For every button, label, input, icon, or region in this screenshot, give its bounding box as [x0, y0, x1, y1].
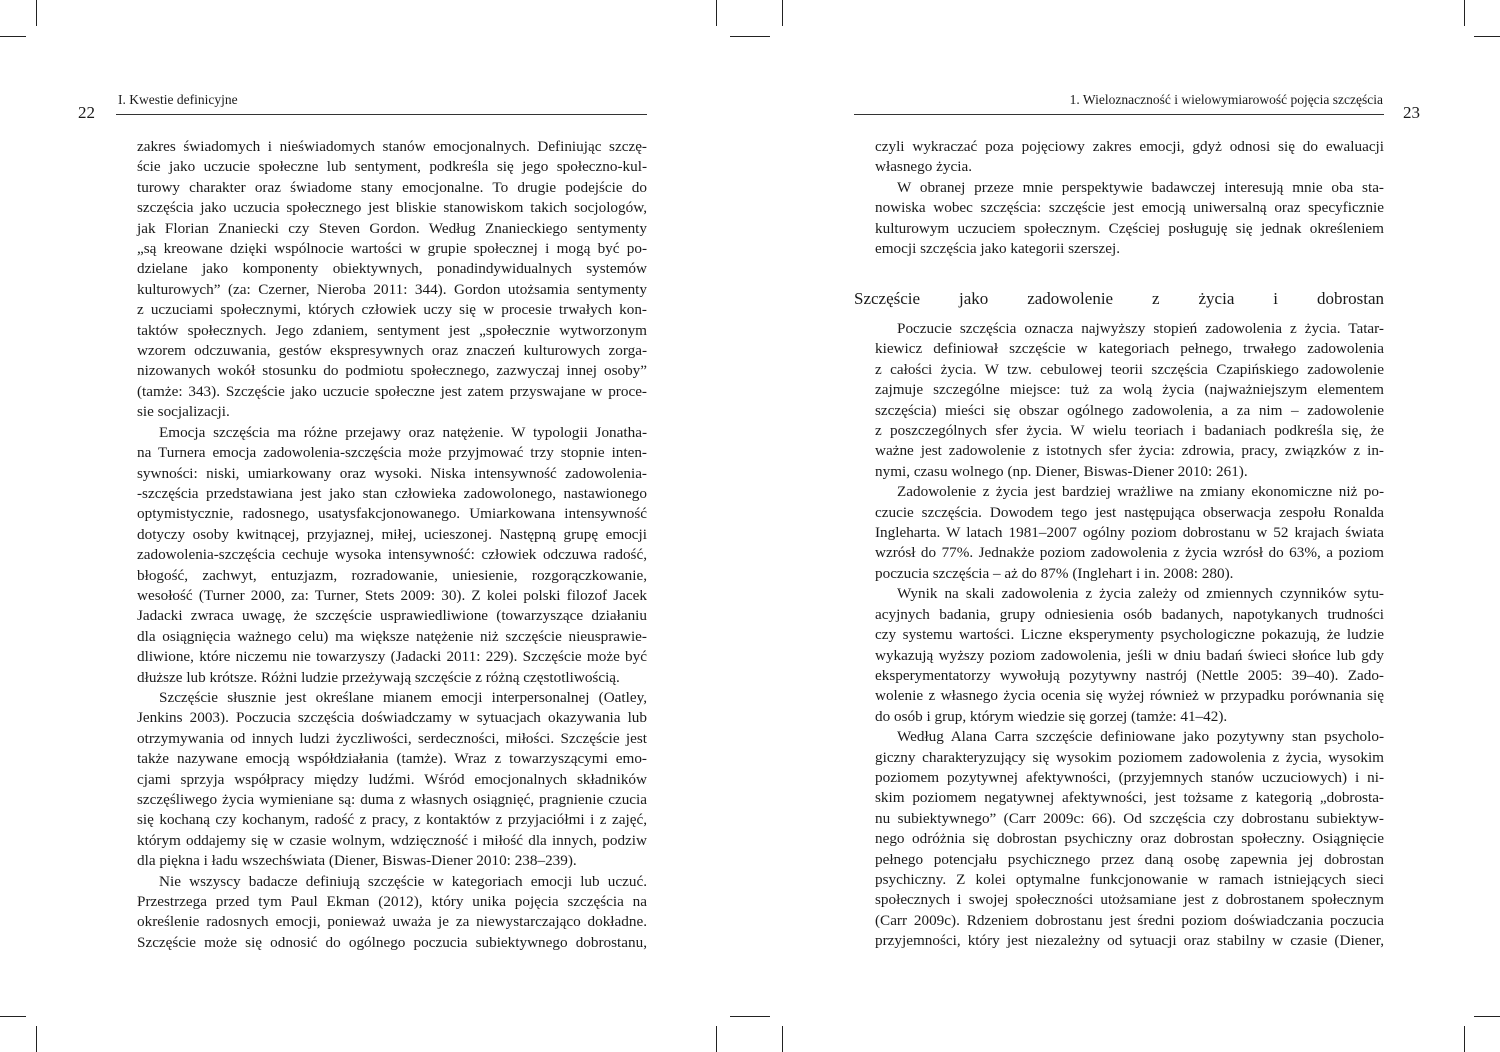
header-rule — [116, 114, 647, 115]
text-line: określenie radosnych emocji, ponieważ uważa je za niewystarczająco dokładne. — [137, 913, 647, 931]
text-line: Zadowolenie z życia jest bardziej wrażliwe na zmiany ekonomiczne niż po- — [897, 483, 1384, 501]
text-line: nego odróżnia się dobrostan psychiczny oraz dobrostan społeczny. Osiągnięcie — [875, 830, 1384, 848]
body-text — [137, 137, 647, 953]
text-line: dla piękna i ładu wszechświata (Diener, Biswas-Diener 2010: 238–239). — [137, 852, 577, 870]
body-text — [875, 137, 1384, 259]
text-line: którym oddajemy się w czasie wolnym, wdzięczność i miłość dla innych, podziw — [137, 831, 647, 849]
text-line: czy systemu wartości. Liczne eksperymenty psychologiczne pokazują, że ludzie — [875, 626, 1384, 644]
text-line: zakres świadomych i nieświadomych stanów emocjonalnych. Definiując szczę- — [137, 138, 647, 155]
text-line: własnego życia. — [875, 158, 972, 176]
text-line: na Turnera emocja zadowolenia-szczęścia może przyjmować trzy stopnie inten- — [137, 444, 647, 462]
text-line: kulturowym uczuciem społecznym. Częściej posługuję się jednak określeniem — [875, 219, 1384, 237]
page-number: 23 — [1403, 103, 1420, 122]
text-line: z całości życia. W tzw. cebulowej teorii szczęścia Czapińskiego zadowolenie — [875, 360, 1384, 378]
text-line: szczęścia jako uczucia społecznego jest bliskie stanowiskom takich socjologów, — [137, 199, 647, 217]
text-line: wykazują wyższy poziom zadowolenia, jeśli w dniu badań świeci słońce lub gdy — [875, 646, 1384, 664]
text-line: (Carr 2009c). Rdzeniem dobrostanu jest średni poziom doświadczania poczucia — [875, 911, 1384, 929]
text-line: Szczęście słusznie jest określane mianem emocji interpersonalnej (Oatley, — [159, 688, 647, 706]
running-head: I. Kwestie definicyjne — [118, 92, 238, 107]
text-line: Poczucie szczęścia oznacza najwyższy stopień zadowolenia z życia. Tatar- — [897, 320, 1384, 337]
text-line: błogość, zachwyt, entuzjazm, rozradowanie, uniesienie, rozgorączkowanie, — [137, 566, 647, 584]
running-head: 1. Wieloznaczność i wielowymiarowość pojęcia szczęścia — [1069, 92, 1383, 107]
page-number: 22 — [78, 103, 95, 122]
text-line: W obranej przeze mnie perspektywie badawczej interesują mnie oba sta- — [897, 178, 1384, 196]
text-line: sie socjalizacji. — [137, 403, 230, 421]
text-line: Przestrzega przed tym Paul Ekman (2012), który unika pojęcia szczęścia na — [137, 893, 647, 911]
text-line: dla osiągnięcia ważnego celu) ma większe natężenie niż szczęście nieusprawie- — [137, 627, 647, 645]
text-line: nowiska wobec szczęścia: szczęście jest emocją uniwersalną oraz specyficznie — [875, 199, 1384, 217]
text-line: kulturowych” (za: Czerner, Nieroba 2011: 344). Gordon utożsamia sentymenty — [137, 280, 647, 298]
text-line: Jenkins 2003). Poczucia szczęścia doświadczamy w sytuacjach okazywania lub — [137, 709, 647, 727]
text-line: nu subiektywnego” (Carr 2009c: 66). Od szczęścia czy dobrostanu subiektyw- — [875, 809, 1384, 827]
text-line: Nie wszyscy badacze definiują szczęście w kategoriach emocji lub uczuć. — [159, 872, 647, 890]
text-line: optymistycznie, radosnego, usatysfakcjonowanego. Umiarkowana intensywność — [137, 505, 647, 523]
text-line: taktów społecznych. Jego zdaniem, sentyment jest „społecznie wytworzonym — [137, 321, 647, 339]
text-line: czucie szczęścia. Dowodem tego jest następująca obserwacja zespołu Ronalda — [875, 503, 1384, 521]
text-line: z poszczególnych sfer życia. W wielu teoriach i badaniach podkreśla się, że — [875, 422, 1384, 440]
section-heading: Szczęście jako zadowolenie z życia i dobrostan — [854, 289, 1384, 308]
text-line: przyjemności, który jest niezależny od sytuacji oraz stabilny w czasie (Diener, — [875, 932, 1384, 950]
text-line: do osób i grup, którym wiedzie się gorzej (tamże: 41–42). — [875, 707, 1228, 725]
text-line: z uczuciami społecznymi, których człowiek uczy się w procesie trwałych kon- — [137, 301, 647, 319]
text-line: dłuższe lub krótsze. Różni ludzie przeżywają szczęście z różną częstotliwością. — [137, 668, 620, 686]
text-line: szczęścia) mieści się obszar ogólnego zadowolenia, a za nim – zadowolenie — [875, 401, 1384, 419]
text-line: dotyczy osoby kwitnącej, przyjaznej, miłej, ucieszonej. Następną grupę emocji — [137, 525, 647, 543]
text-line: także nazywane emocją współdziałania (tamże). Wraz z towarzyszącymi emo- — [137, 750, 647, 768]
text-line: Wynik na skali zadowolenia z życia zależy od zmiennych czynników sytu- — [897, 585, 1384, 603]
text-line: acyjnych badania, grupy odniesienia osób badanych, napotykanych trudności — [875, 605, 1384, 623]
text-line: „są kreowane dzięki wspólnocie wartości w grupie społecznej i mogą być po- — [137, 240, 647, 258]
text-line: kiewicz definiował szczęście w kategoriach pełnego, trwałego zadowolenia — [875, 340, 1384, 358]
text-line: Emocja szczęścia ma różne przejawy oraz natężenie. W typologii Jonatha- — [159, 423, 647, 441]
text-line: zajmuje szczególne miejsce: tuż za wolą życia (najważniejszym elementem — [875, 381, 1384, 399]
right-page — [750, 0, 1500, 1052]
text-line: dliwione, które niczemu nie towarzyszy (Jadacki 2011: 229). Szczęście może być — [137, 648, 647, 666]
text-line: giczny charakteryzujący się wysokim poziomem zadowolenia z życia, wysokim — [875, 748, 1384, 766]
text-line: (tamże: 343). Szczęście jako uczucie społeczne jest zatem przyswajane w proce- — [137, 382, 647, 400]
text-line: sywności: niski, umiarkowany oraz wysoki. Niska intensywność zadowolenia- — [137, 464, 647, 482]
text-line: się kochaną czy kochanym, radość z pracy, z kontaktów z przyjaciółmi i z zajęć, — [137, 811, 647, 829]
text-line: wesołość (Turner 2000, za: Turner, Stets 2009: 30). Z kolei polski filozof Jacek — [137, 586, 647, 604]
text-line: wolenie z własnego życia ocenia się wyżej również w przypadku porównania się — [875, 687, 1384, 705]
text-line: nymi, czasu wolnego (np. Diener, Biswas-Diener 2010: 261). — [875, 462, 1248, 480]
text-line: eksperymentatorzy wywołują pozytywny nastrój (Nettle 2005: 39–40). Zado- — [875, 666, 1384, 684]
text-line: czyli wykraczać poza pojęciowy zakres emocji, gdyż odnosi się do ewaluacji — [875, 138, 1384, 155]
text-line: poziomem pozytywnej afektywności, (przyjemnych stanów uczuciowych) i ni- — [875, 768, 1384, 786]
text-line: poczucia szczęścia – aż do 87% (Inglehart i in. 2008: 280). — [875, 564, 1234, 582]
text-line: szczęśliwego życia wymieniane są: duma z własnych osiągnięć, pragnienie czucia — [137, 791, 647, 808]
text-line: emocji szczęścia jako kategorii szerszej. — [875, 240, 1120, 258]
body-text — [875, 319, 1384, 952]
text-line: Ingleharta. W latach 1981–2007 ogólny poziom dobrostanu w 52 krajach świata — [875, 524, 1384, 542]
header-rule — [854, 114, 1384, 115]
text-line: pełnego potencjału psychicznego przez daną osobę zapewnia jej dobrostan — [875, 850, 1384, 868]
text-line: ważne jest zadowolenie z istotnych sfer życia: zdrowia, pracy, związków z in- — [875, 442, 1384, 460]
text-line: skim poziomem negatywnej afektywności, jest tożsame z kategorią „dobrosta- — [875, 789, 1384, 807]
text-line: jak Florian Znaniecki czy Steven Gordon. Według Znanieckiego sentymenty — [137, 219, 647, 237]
text-line: Szczęście może się odnosić do ogólnego poczucia subiektywnego dobrostanu, — [137, 933, 647, 951]
text-line: zadowolenia-szczęścia cechuje wysoka intensywność: człowiek odczuwa radość, — [137, 546, 647, 564]
text-line: społecznych i swojej społeczności utożsamiane jest z dobrostanem społecznym — [875, 891, 1384, 909]
text-line: wzorem odczuwania, gestów ekspresywnych oraz znaczeń kulturowych zorga- — [137, 342, 647, 360]
text-line: turowy charakter oraz świadome stany emocjonalne. To drugie podejście do — [137, 178, 647, 196]
text-line: cjami sprzyja współpracy między ludźmi. Wśród emocjonalnych składników — [137, 770, 647, 788]
text-line: Według Alana Carra szczęście definiowane jako pozytywny stan psycholo- — [897, 728, 1384, 746]
text-line: psychiczny. Z kolei optymalne funkcjonowanie w ramach istniejących sieci — [875, 870, 1384, 888]
text-line: dzielane jako komponenty obiektywnych, ponadindywidualnych systemów — [137, 260, 647, 278]
text-line: ście jako uczucie społeczne lub sentyment, podkreśla się jego społeczno-kul- — [137, 158, 647, 176]
section-heading-wrap — [854, 288, 1384, 310]
text-line: otrzymywania od innych ludzi życzliwości, serdeczności, miłości. Szczęście jest — [137, 729, 647, 747]
text-line: -szczęścia przedstawiana jest jako stan człowieka zadowolonego, nastawionego — [137, 484, 647, 502]
text-line: nizowanych wokół stosunku do podmiotu społecznego, zazwyczaj innej osoby” — [137, 362, 647, 380]
text-line: Jadacki zwraca uwagę, że szczęście usprawiedliwione (towarzyszące działaniu — [137, 607, 647, 625]
text-line: wzrósł do 77%. Jednakże poziom zadowolenia z życia wzrósł do 63%, a poziom — [875, 544, 1384, 562]
